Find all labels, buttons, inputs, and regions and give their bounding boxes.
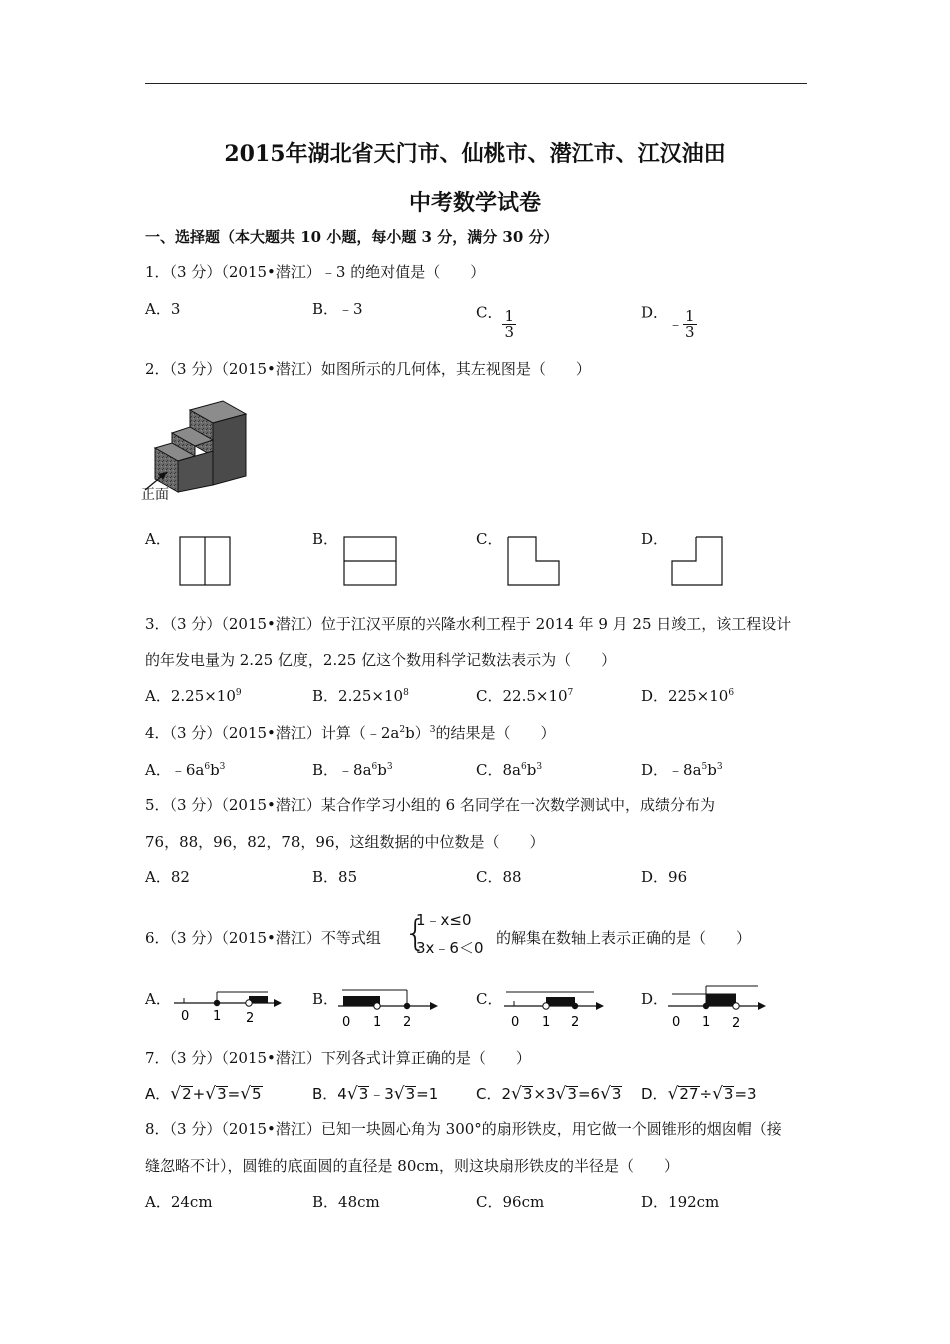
q3-option-c-text: C．22.5×10 [476,687,568,705]
tick-label: 0 [672,1015,681,1030]
sqrt-sign: √ [205,1084,217,1104]
term: B．﹣8a [312,761,372,779]
radicand: 3 [405,1085,416,1103]
exponent: 8 [403,688,409,698]
exponent: 6 [204,762,211,772]
radicand: 3 [567,1085,577,1103]
exponent: 7 [567,688,574,698]
q4-stem-part: b） [405,724,430,742]
q1-option-d [641,298,697,341]
q6-inequality-1: 1﹣x≤0 [416,911,472,929]
q8-line-1: 8．（3 分）（2015•潜江）已知一块圆心角为 300°的扇形铁皮，用它做一个圆锥形的烟囱帽（接 [145,1120,782,1138]
q3-option-b [312,685,409,706]
q7-option-d [641,1083,757,1104]
q5-line-2: 76，88，96，82，78，96，这组数据的中位数是（ ） [145,833,545,851]
q3-line-1: 3．（3 分）（2015•潜江）位于江汉平原的兴隆水利工程于 2014 年 9 月 25 日竣工，该工程设计 [145,615,792,633]
exponent: 3 [716,762,723,772]
radicand: 3 [723,1085,734,1103]
q2-option-c-label: C． [476,530,503,548]
tick-label: 0 [181,1009,190,1024]
term: D．﹣8a [641,761,702,779]
q5-option-a: A．82 [145,868,190,886]
sqrt-sign: √ [555,1084,567,1104]
sqrt-sign: √ [712,1084,723,1104]
exponent: 3 [386,762,393,772]
q2-option-d-label: D． [641,530,669,548]
q7-option-c [476,1083,622,1104]
q2-option-b-label: B． [312,530,339,548]
operator: ×3 [533,1085,556,1103]
operator: =3 [734,1085,757,1103]
q6-option-b-numberline [334,984,444,1030]
sqrt-sign: √ [346,1084,358,1104]
operator: ﹣3 [369,1085,394,1103]
q1-option-d-label: D． [641,303,669,322]
term: b [707,761,717,779]
section-heading: 一、选择题（本大题共 10 小题，每小题 3 分，满分 30 分） [145,228,559,246]
q2-option-b-view [343,536,398,587]
q2-option-a-label: A． [145,530,171,548]
term: C．8a [476,761,521,779]
exponent: 5 [701,762,708,772]
q7-option-a [145,1083,263,1104]
q1-stem: 1．（3 分）（2015•潜江）﹣3 的绝对值是（ ） [145,263,486,281]
fraction-numerator: 1 [685,307,695,325]
exponent: 2 [399,725,406,735]
q6-option-d-numberline [666,982,776,1030]
option-label: C． [476,1085,502,1103]
q2-option-c-view [507,536,561,587]
q3-option-c [476,685,573,706]
q2-stem: 2．（3 分）（2015•潜江）如图所示的几何体，其左视图是（ ） [145,360,591,378]
radicand: 3 [611,1085,622,1103]
radicand: 2 [182,1085,192,1103]
tick-label: 2 [403,1015,412,1030]
tick-label: 1 [213,1009,222,1024]
q7-option-b [312,1083,438,1104]
q3-option-a-text: A．2.25×10 [145,687,236,705]
sqrt-sign: √ [511,1084,522,1104]
q5-option-d: D．96 [641,868,688,886]
q2-option-d-view [671,536,725,587]
sqrt-sign: √ [600,1084,611,1104]
q6-option-c-label: C． [476,990,503,1008]
q4-option-a [145,759,225,780]
operator: + [192,1085,206,1103]
coefficient: 4 [337,1085,347,1103]
tick-label: 0 [342,1015,351,1030]
q3-option-a [145,685,242,706]
radicand: 3 [358,1085,369,1103]
q2-figure-label: 正面 [141,487,169,503]
q7-stem: 7．（3 分）（2015•潜江）下列各式计算正确的是（ ） [145,1049,531,1067]
exponent: 6 [371,762,378,772]
q4-stem-part: 的结果是（ ） [435,724,556,742]
title-line-2: 中考数学试卷 [408,190,541,216]
exponent: 3 [219,762,226,772]
option-label: B． [312,1085,338,1103]
fraction-numerator: 1 [504,307,515,325]
exponent: 9 [235,688,242,698]
sqrt-sign: √ [170,1084,182,1104]
q8-option-a: A．24cm [145,1193,213,1211]
minus-sign: ﹣ [668,314,684,333]
q4-stem [145,722,555,743]
title-line-1: 2015年湖北省天门市、仙桃市、潜江市、江汉油田 [224,141,726,167]
tick-label: 1 [702,1015,711,1030]
q6-option-a-label: A． [145,990,171,1008]
q6-option-a-numberline [170,986,285,1028]
q1-option-c-label: C． [476,303,503,322]
operator: =1 [416,1085,439,1103]
q2-option-a-view [179,536,232,587]
tick-label: 1 [373,1015,382,1030]
sqrt-sign: √ [393,1084,405,1104]
tick-label: 1 [542,1015,551,1030]
q1-option-d-fraction [683,309,697,340]
exponent: 6 [728,688,735,698]
radicand: 27 [679,1085,699,1103]
sqrt-sign: √ [667,1084,679,1104]
term: b [377,761,387,779]
tick-label: 0 [511,1015,520,1030]
q3-option-d [641,685,734,706]
q8-option-b: B．48cm [312,1193,380,1211]
tick-label: 2 [571,1015,580,1030]
q5-option-b: B．85 [312,868,358,886]
q8-line-2: 缝忽略不计），圆锥的底面圆的直径是 80cm，则这块扇形铁皮的半径是（ ） [145,1157,679,1175]
q1-option-c [476,298,516,341]
coefficient: 2 [501,1085,512,1103]
q1-option-a: A．3 [145,300,181,318]
fraction-denominator: 3 [685,323,695,341]
header-rule [145,83,807,84]
radicand: 3 [217,1085,227,1103]
q8-option-d: D．192cm [641,1193,720,1211]
q1-option-b: B．﹣3 [312,300,363,318]
tick-label: 2 [246,1011,255,1026]
q4-stem-part: 4．（3 分）（2015•潜江）计算（﹣2a [145,724,400,742]
q6-option-b-label: B． [312,990,339,1008]
fraction-denominator: 3 [504,323,515,341]
q4-option-d [641,759,723,780]
radicand: 3 [522,1085,533,1103]
q1-option-c-fraction [502,309,516,340]
q4-option-c [476,759,542,780]
q3-option-b-text: B．2.25×10 [312,687,404,705]
exponent: 6 [520,762,527,772]
exponent: 3 [536,762,543,772]
radicand: 5 [252,1085,262,1103]
operator: ÷ [699,1085,713,1103]
q8-option-c: C．96cm [476,1193,545,1211]
operator: = [227,1085,241,1103]
term: A．﹣6a [145,761,205,779]
q6-stem-post: 的解集在数轴上表示正确的是（ ） [496,929,752,947]
exponent: 3 [429,725,436,735]
q6-option-d-label: D． [641,990,669,1008]
tick-label: 2 [732,1016,741,1030]
q5-line-1: 5．（3 分）（2015•潜江）某合作学习小组的 6 名同学在一次数学测试中，成绩分布为 [145,796,715,814]
option-label: A． [145,1085,171,1103]
q6-brace: { [404,913,427,954]
q6-option-c-numberline [502,984,612,1030]
term: b [526,761,537,779]
q5-option-c: C．88 [476,868,522,886]
option-label: D． [641,1085,668,1103]
q6-inequality-2: 3x﹣6＜0 [416,939,484,957]
sqrt-sign: √ [240,1084,252,1104]
q6-stem-pre: 6．（3 分）（2015•潜江）不等式组 [145,929,381,947]
q3-line-2: 的年发电量为 2.25 亿度，2.25 亿这个数用科学记数法表示为（ ） [145,651,617,669]
q4-option-b [312,759,393,780]
operator: =6 [577,1085,601,1103]
q3-option-d-text: D．225×10 [641,687,729,705]
term: b [210,761,220,779]
